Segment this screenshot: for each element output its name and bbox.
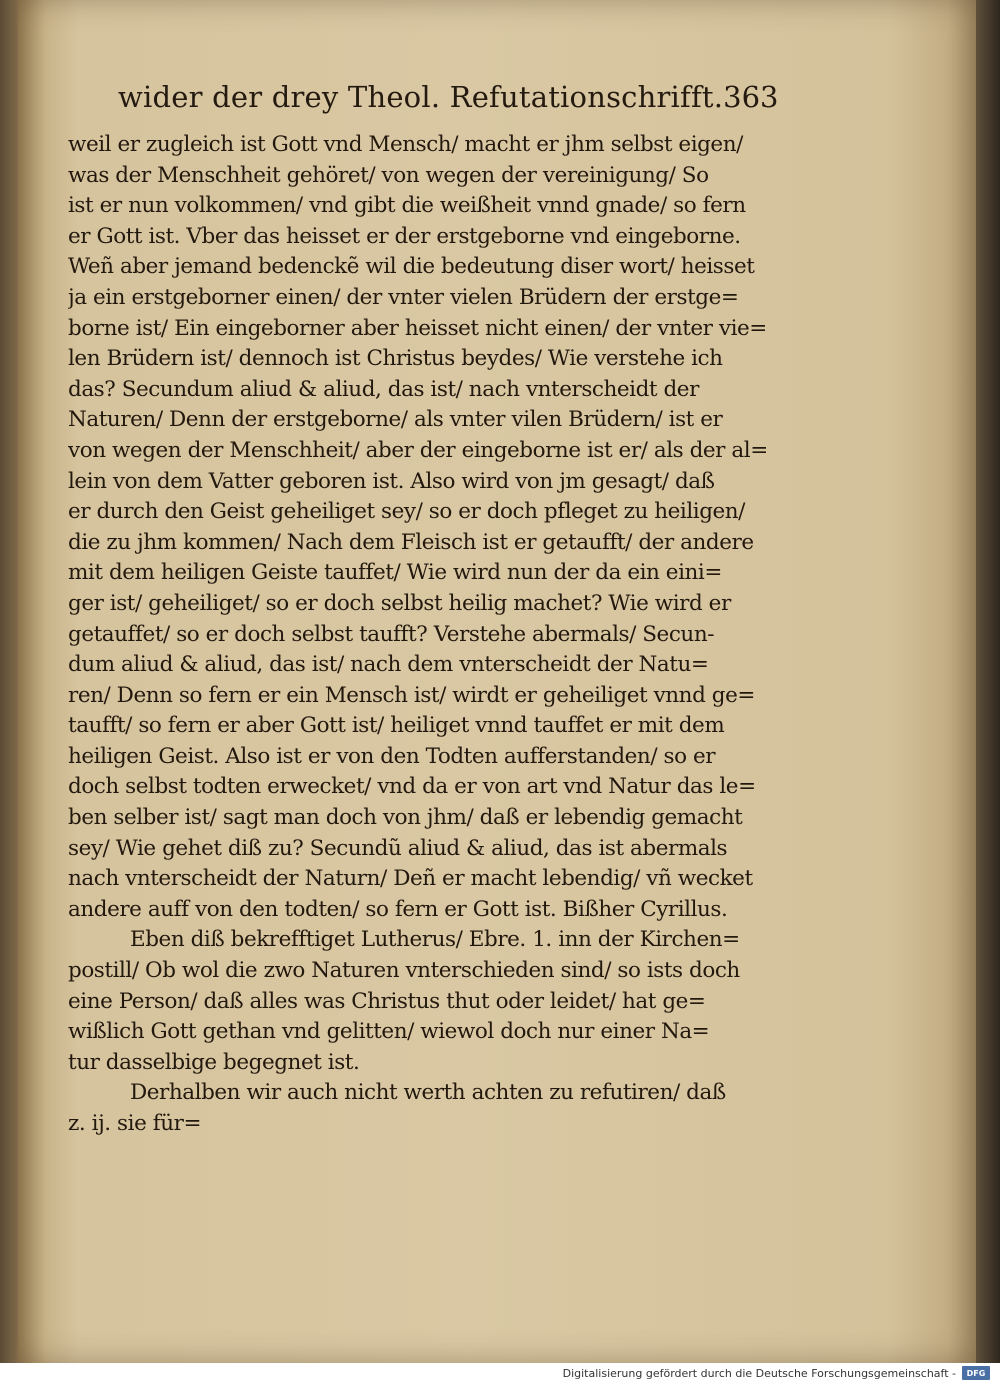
text-line: Derhalben wir auch nicht werth achten zu refutiren/ daß xyxy=(130,1080,726,1106)
text-line: mit dem heiligen Geiste tauffet/ Wie wird nun der da ein eini= xyxy=(68,560,722,586)
text-line: postill/ Ob wol die zwo Naturen vnterschieden sind/ so ists doch xyxy=(68,958,740,984)
text-line: von wegen der Menschheit/ aber der eingeborne ist er/ als der al= xyxy=(68,437,768,463)
dfg-logo: DFG xyxy=(962,1366,990,1380)
text-line: getauffet/ so er doch selbst taufft? Verstehe abermals/ Secun- xyxy=(68,621,715,647)
text-line: Eben diß bekrefftiget Lutherus/ Ebre. 1. inn der Kirchen= xyxy=(130,927,740,953)
text-line: Weñ aber jemand bedenckẽ wil die bedeutung diser wort/ heisset xyxy=(68,254,755,280)
text-line: taufft/ so fern er aber Gott ist/ heiliget vnnd tauffet er mit dem xyxy=(68,713,725,739)
running-title: wider der drey Theol. Refutationschrifft. xyxy=(118,80,724,114)
funding-credit: Digitalisierung gefördert durch die Deutsche Forschungsgemeinschaft - xyxy=(562,1366,956,1380)
text-line: tur dasselbige begegnet ist. xyxy=(68,1049,360,1075)
running-header xyxy=(118,80,779,120)
text-line: lein von dem Vatter geboren ist. Also wird von jm gesagt/ daß xyxy=(68,468,715,494)
text-line: ren/ Denn so fern er ein Mensch ist/ wirdt er geheiliget vnnd ge= xyxy=(68,682,755,708)
paper-page xyxy=(18,0,976,1363)
text-line: dum aliud & aliud, das ist/ nach dem vnterscheidt der Natu= xyxy=(68,652,709,678)
text-line: ist er nun volkommen/ vnd gibt die weißheit vnnd gnade/ so fern xyxy=(68,193,746,219)
text-line: die zu jhm kommen/ Nach dem Fleisch ist er getaufft/ der andere xyxy=(68,529,754,555)
text-line: doch selbst todten erwecket/ vnd da er von art vnd Natur das le= xyxy=(68,774,756,800)
text-line: sey/ Wie gehet diß zu? Secundũ aliud & aliud, das ist abermals xyxy=(68,835,728,861)
text-line: nach vnterscheidt der Naturn/ Deñ er macht lebendig/ vñ wecket xyxy=(68,866,753,892)
text-line: ben selber ist/ sagt man doch von jhm/ daß er lebendig gemacht xyxy=(68,805,743,831)
body-text xyxy=(68,130,768,1140)
page-number: 363 xyxy=(723,80,779,114)
text-line: er Gott ist. Vber das heisset er der erstgeborne vnd eingeborne. xyxy=(68,223,741,249)
text-line: len Brüdern ist/ dennoch ist Christus beydes/ Wie verstehe ich xyxy=(68,346,723,372)
text-line: Naturen/ Denn der erstgeborne/ als vnter vilen Brüdern/ ist er xyxy=(68,407,723,433)
text-line: eine Person/ daß alles was Christus thut oder leidet/ hat ge= xyxy=(68,988,706,1014)
footer-bar xyxy=(0,1363,1000,1383)
text-line: weil er zugleich ist Gott vnd Mensch/ macht er jhm selbst eigen/ xyxy=(68,132,743,157)
text-line: borne ist/ Ein eingeborner aber heisset nicht einen/ der vnter vie= xyxy=(68,315,767,341)
scan-background-edge xyxy=(976,0,1000,1363)
text-line: andere auff von den todten/ so fern er Gott ist. Bißher Cyrillus. xyxy=(68,896,728,922)
text-line: ja ein erstgeborner einen/ der vnter vielen Brüdern der erstge= xyxy=(68,284,739,310)
text-line: was der Menschheit gehöret/ von wegen der vereinigung/ So xyxy=(68,162,709,188)
text-line: das? Secundum aliud & aliud, das ist/ nach vnterscheidt der xyxy=(68,376,699,402)
text-line: z. ij. sie für= xyxy=(68,1111,202,1136)
text-line: heiligen Geist. Also ist er von den Todten aufferstanden/ so er xyxy=(68,743,716,769)
text-line: wißlich Gott gethan vnd gelitten/ wiewol doch nur einer Na= xyxy=(68,1019,710,1045)
text-line: er durch den Geist geheiliget sey/ so er doch pfleget zu heiligen/ xyxy=(68,499,745,525)
text-line: ger ist/ geheiliget/ so er doch selbst heilig machet? Wie wird er xyxy=(68,590,731,616)
